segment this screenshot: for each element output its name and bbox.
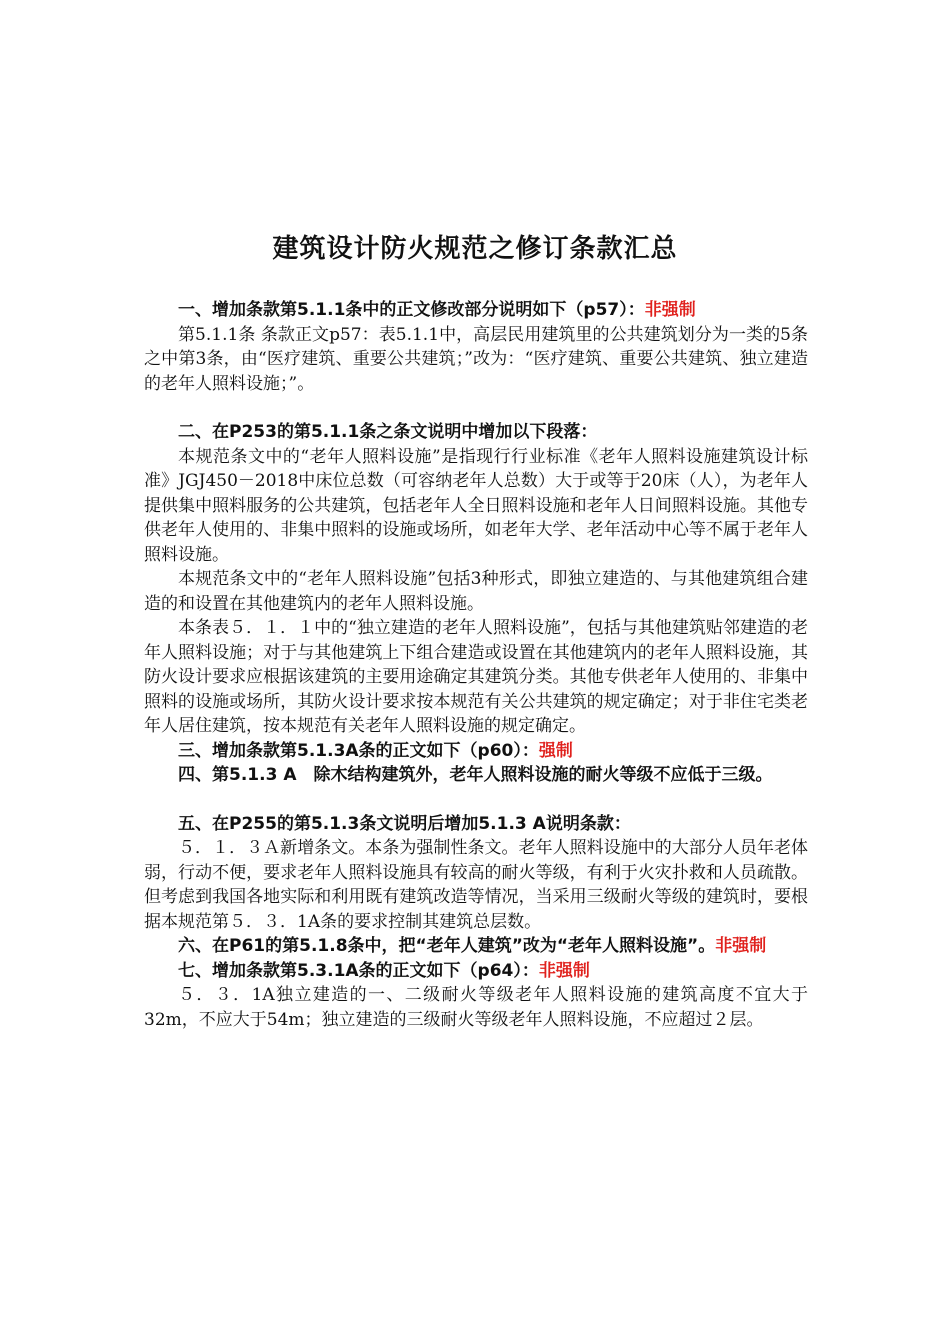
section-4-heading: 四、第5.1.3 A 除木结构建筑外，老年人照料设施的耐火等级不应低于三级。: [178, 765, 773, 785]
section-5-body: ５．１．３Ａ新增条文。本条为强制性条文。老年人照料设施中的大部分人员年老体弱，行动不便，要求老年人照料设施具有较高的耐火等级，有利于火灾扑救和人员疏散。但考虑到我国各地实际和利用既有建筑改造等情况，当采用三级耐火等级的建筑时，要根据本规范第５．３．1A条的要求控制其建筑总层数。: [144, 838, 808, 932]
section-2-paragraph-3: 本条表５．１．１中的“独立建造的老年人照料设施”，包括与其他建筑贴邻建造的老年人照料设施；对于与其他建筑上下组合建造或设置在其他建筑内的老年人照料设施，其防火设计要求应根据该建筑的主要用途确定其建筑分类。其他专供老年人使用的、非集中照料的设施或场所，其防火设计要求按本规范有关公共建筑的规定确定；对于非住宅类老年人居住建筑，按本规范有关老年人照料设施的规定确定。: [144, 618, 808, 736]
section-6-heading: [144, 934, 808, 959]
section-7-heading: [144, 959, 808, 984]
section-2-paragraph-1: 本规范条文中的“老年人照料设施”是指现行行业标准《老年人照料设施建筑设计标准》JGJ450－2018中床位总数（可容纳老年人总数）大于或等于20床（人），为老年人提供集中照料服务的公共建筑，包括老年人全日照料设施和老年人日间照料设施。其他专供老年人使用的、非集中照料的设施或场所，如老年大学、老年活动中心等不属于老年人照料设施。: [144, 446, 808, 565]
spacer: [144, 396, 808, 420]
section-3-tag: 强制: [538, 740, 573, 761]
section-5-heading: 五、在P255的第5.1.3条文说明后增加5.1.3 A说明条款：: [178, 813, 631, 834]
section-1-body: 第5.1.1条 条款正文p57：表5.1.1中，高层民用建筑里的公共建筑划分为一类的5条之中第3条，由“医疗建筑、重要公共建筑；”改为：“医疗建筑、重要公共建筑、独立建造的老年人照料设施；”。: [144, 324, 808, 394]
document-body: [144, 298, 808, 1032]
section-1-tag: 非强制: [644, 300, 696, 320]
section-7-body: ５．３．1A独立建造的一、二级耐火等级老年人照料设施的建筑高度不宜大于32m，不应大于54m；独立建造的三级耐火等级老年人照料设施，不应超过２层。: [144, 985, 808, 1030]
section-1-heading: [144, 298, 808, 323]
section-6-heading-text: 六、在P61的第5.1.8条中，把“老年人建筑”改为“老年人照料设施”。: [178, 936, 716, 956]
section-3-heading: [144, 739, 808, 764]
section-7-tag: 非强制: [538, 960, 590, 981]
section-7-heading-text: 七、增加条款第5.3.1A条的正文如下（p64）：: [178, 960, 539, 981]
section-2-heading: 二、在P253的第5.1.1条之条文说明中增加以下段落：: [178, 422, 598, 442]
section-6-tag: 非强制: [715, 936, 767, 956]
section-1-heading-text: 一、增加条款第5.1.1条中的正文修改部分说明如下（p57）：: [178, 300, 645, 320]
spacer: [144, 788, 808, 812]
section-2-paragraph-2: 本规范条文中的“老年人照料设施”包括3种形式，即独立建造的、与其他建筑组合建造的和设置在其他建筑内的老年人照料设施。: [144, 569, 808, 614]
document-title: 建筑设计防火规范之修订条款汇总: [272, 234, 678, 264]
section-3-heading-text: 三、增加条款第5.1.3A条的正文如下（p60）：: [178, 740, 539, 761]
